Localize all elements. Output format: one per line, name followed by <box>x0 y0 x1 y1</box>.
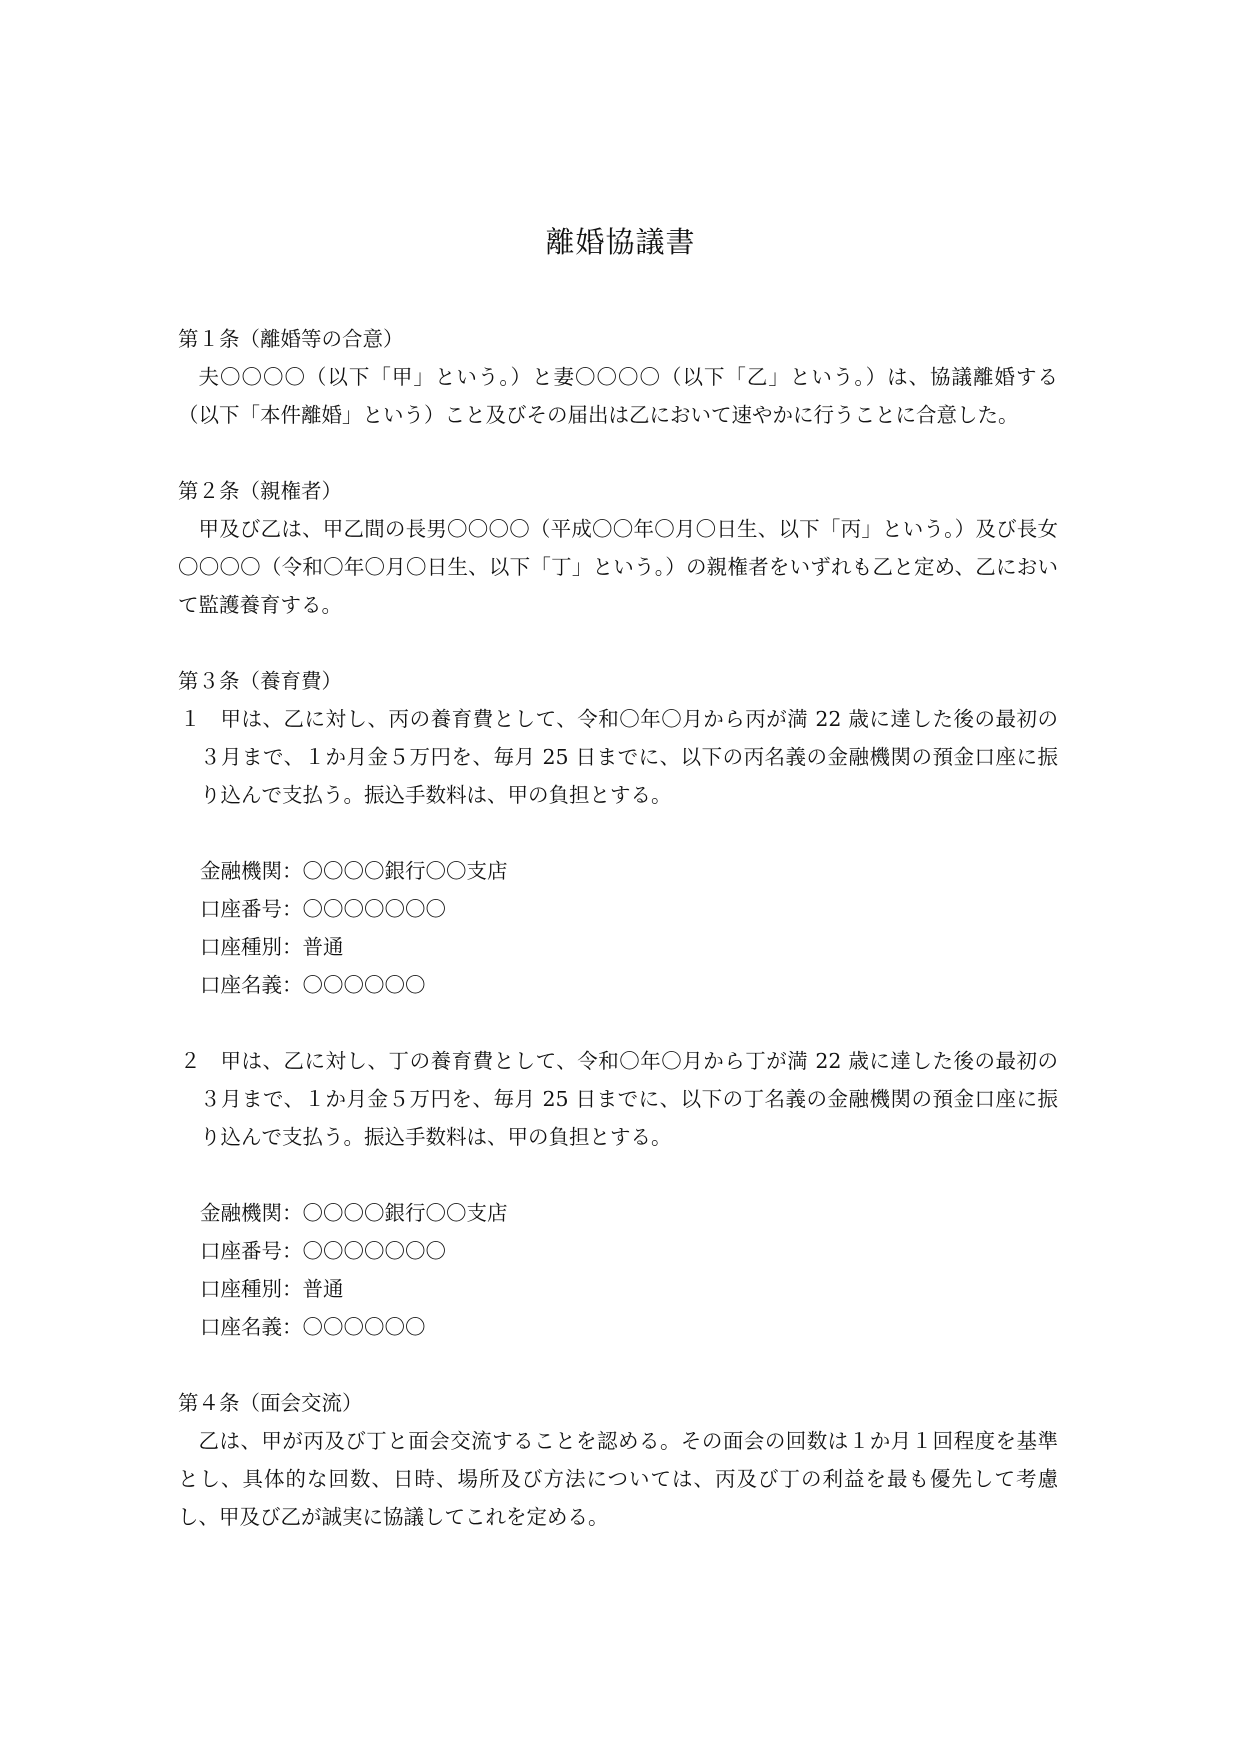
document-body <box>178 320 1058 1536</box>
bank-name-line: 金融機関：〇〇〇〇銀行〇〇支店 <box>200 1201 508 1225</box>
item-text: 甲は、乙に対し、丙の養育費として、令和〇年〇月から丙が満 22 歳に達した後の最初の３月まで、１か月金５万円を、毎月 25 日までに、以下の丙名義の金融機関の預金口座に振り込んで支払う。振込手数料は、甲の負担とする。 <box>200 707 1058 807</box>
account-holder-line: 口座名義：〇〇〇〇〇〇 <box>200 973 426 997</box>
article-3 <box>178 662 1058 1346</box>
account-type-line: 口座種別：普通 <box>200 935 344 959</box>
bank-account-info <box>178 852 1058 1004</box>
article-paragraph: 甲及び乙は、甲乙間の長男〇〇〇〇（平成〇〇年〇月〇日生、以下「丙」という。）及び長女〇〇〇〇（令和〇年〇月〇日生、以下「丁」という。）の親権者をいずれも乙と定め、乙において監護養育する。 <box>178 517 1058 617</box>
article-item-2 <box>178 1042 1058 1156</box>
document-title: 離婚協議書 <box>545 225 696 259</box>
account-number-line: 口座番号：〇〇〇〇〇〇〇 <box>200 1239 446 1263</box>
item-number: １ <box>180 707 201 731</box>
bank-account-info <box>178 1194 1058 1346</box>
article-2 <box>178 472 1058 624</box>
article-heading: 第４条（面会交流） <box>178 1391 363 1415</box>
article-4 <box>178 1384 1058 1536</box>
account-number-line: 口座番号：〇〇〇〇〇〇〇 <box>200 897 446 921</box>
bank-name-line: 金融機関：〇〇〇〇銀行〇〇支店 <box>200 859 508 883</box>
article-heading: 第１条（離婚等の合意） <box>178 327 404 351</box>
article-paragraph: 夫〇〇〇〇（以下「甲」という。）と妻〇〇〇〇（以下「乙」という。）は、協議離婚する（以下「本件離婚」という）こと及びその届出は乙において速やかに行うことに合意した。 <box>178 365 1058 427</box>
article-heading: 第３条（養育費） <box>178 669 342 693</box>
account-holder-line: 口座名義：〇〇〇〇〇〇 <box>200 1315 426 1339</box>
article-paragraph: 乙は、甲が丙及び丁と面会交流することを認める。その面会の回数は１か月１回程度を基準とし、具体的な回数、日時、場所及び方法については、丙及び丁の利益を最も優先して考慮し、甲及び乙が誠実に協議してこれを定める。 <box>178 1429 1058 1529</box>
item-text: 甲は、乙に対し、丁の養育費として、令和〇年〇月から丁が満 22 歳に達した後の最初の３月まで、１か月金５万円を、毎月 25 日までに、以下の丁名義の金融機関の預金口座に振り込んで支払う。振込手数料は、甲の負担とする。 <box>200 1049 1058 1149</box>
article-item-1 <box>178 700 1058 814</box>
article-heading: 第２条（親権者） <box>178 479 342 503</box>
item-number: ２ <box>180 1049 201 1073</box>
account-type-line: 口座種別：普通 <box>200 1277 344 1301</box>
article-1 <box>178 320 1058 434</box>
